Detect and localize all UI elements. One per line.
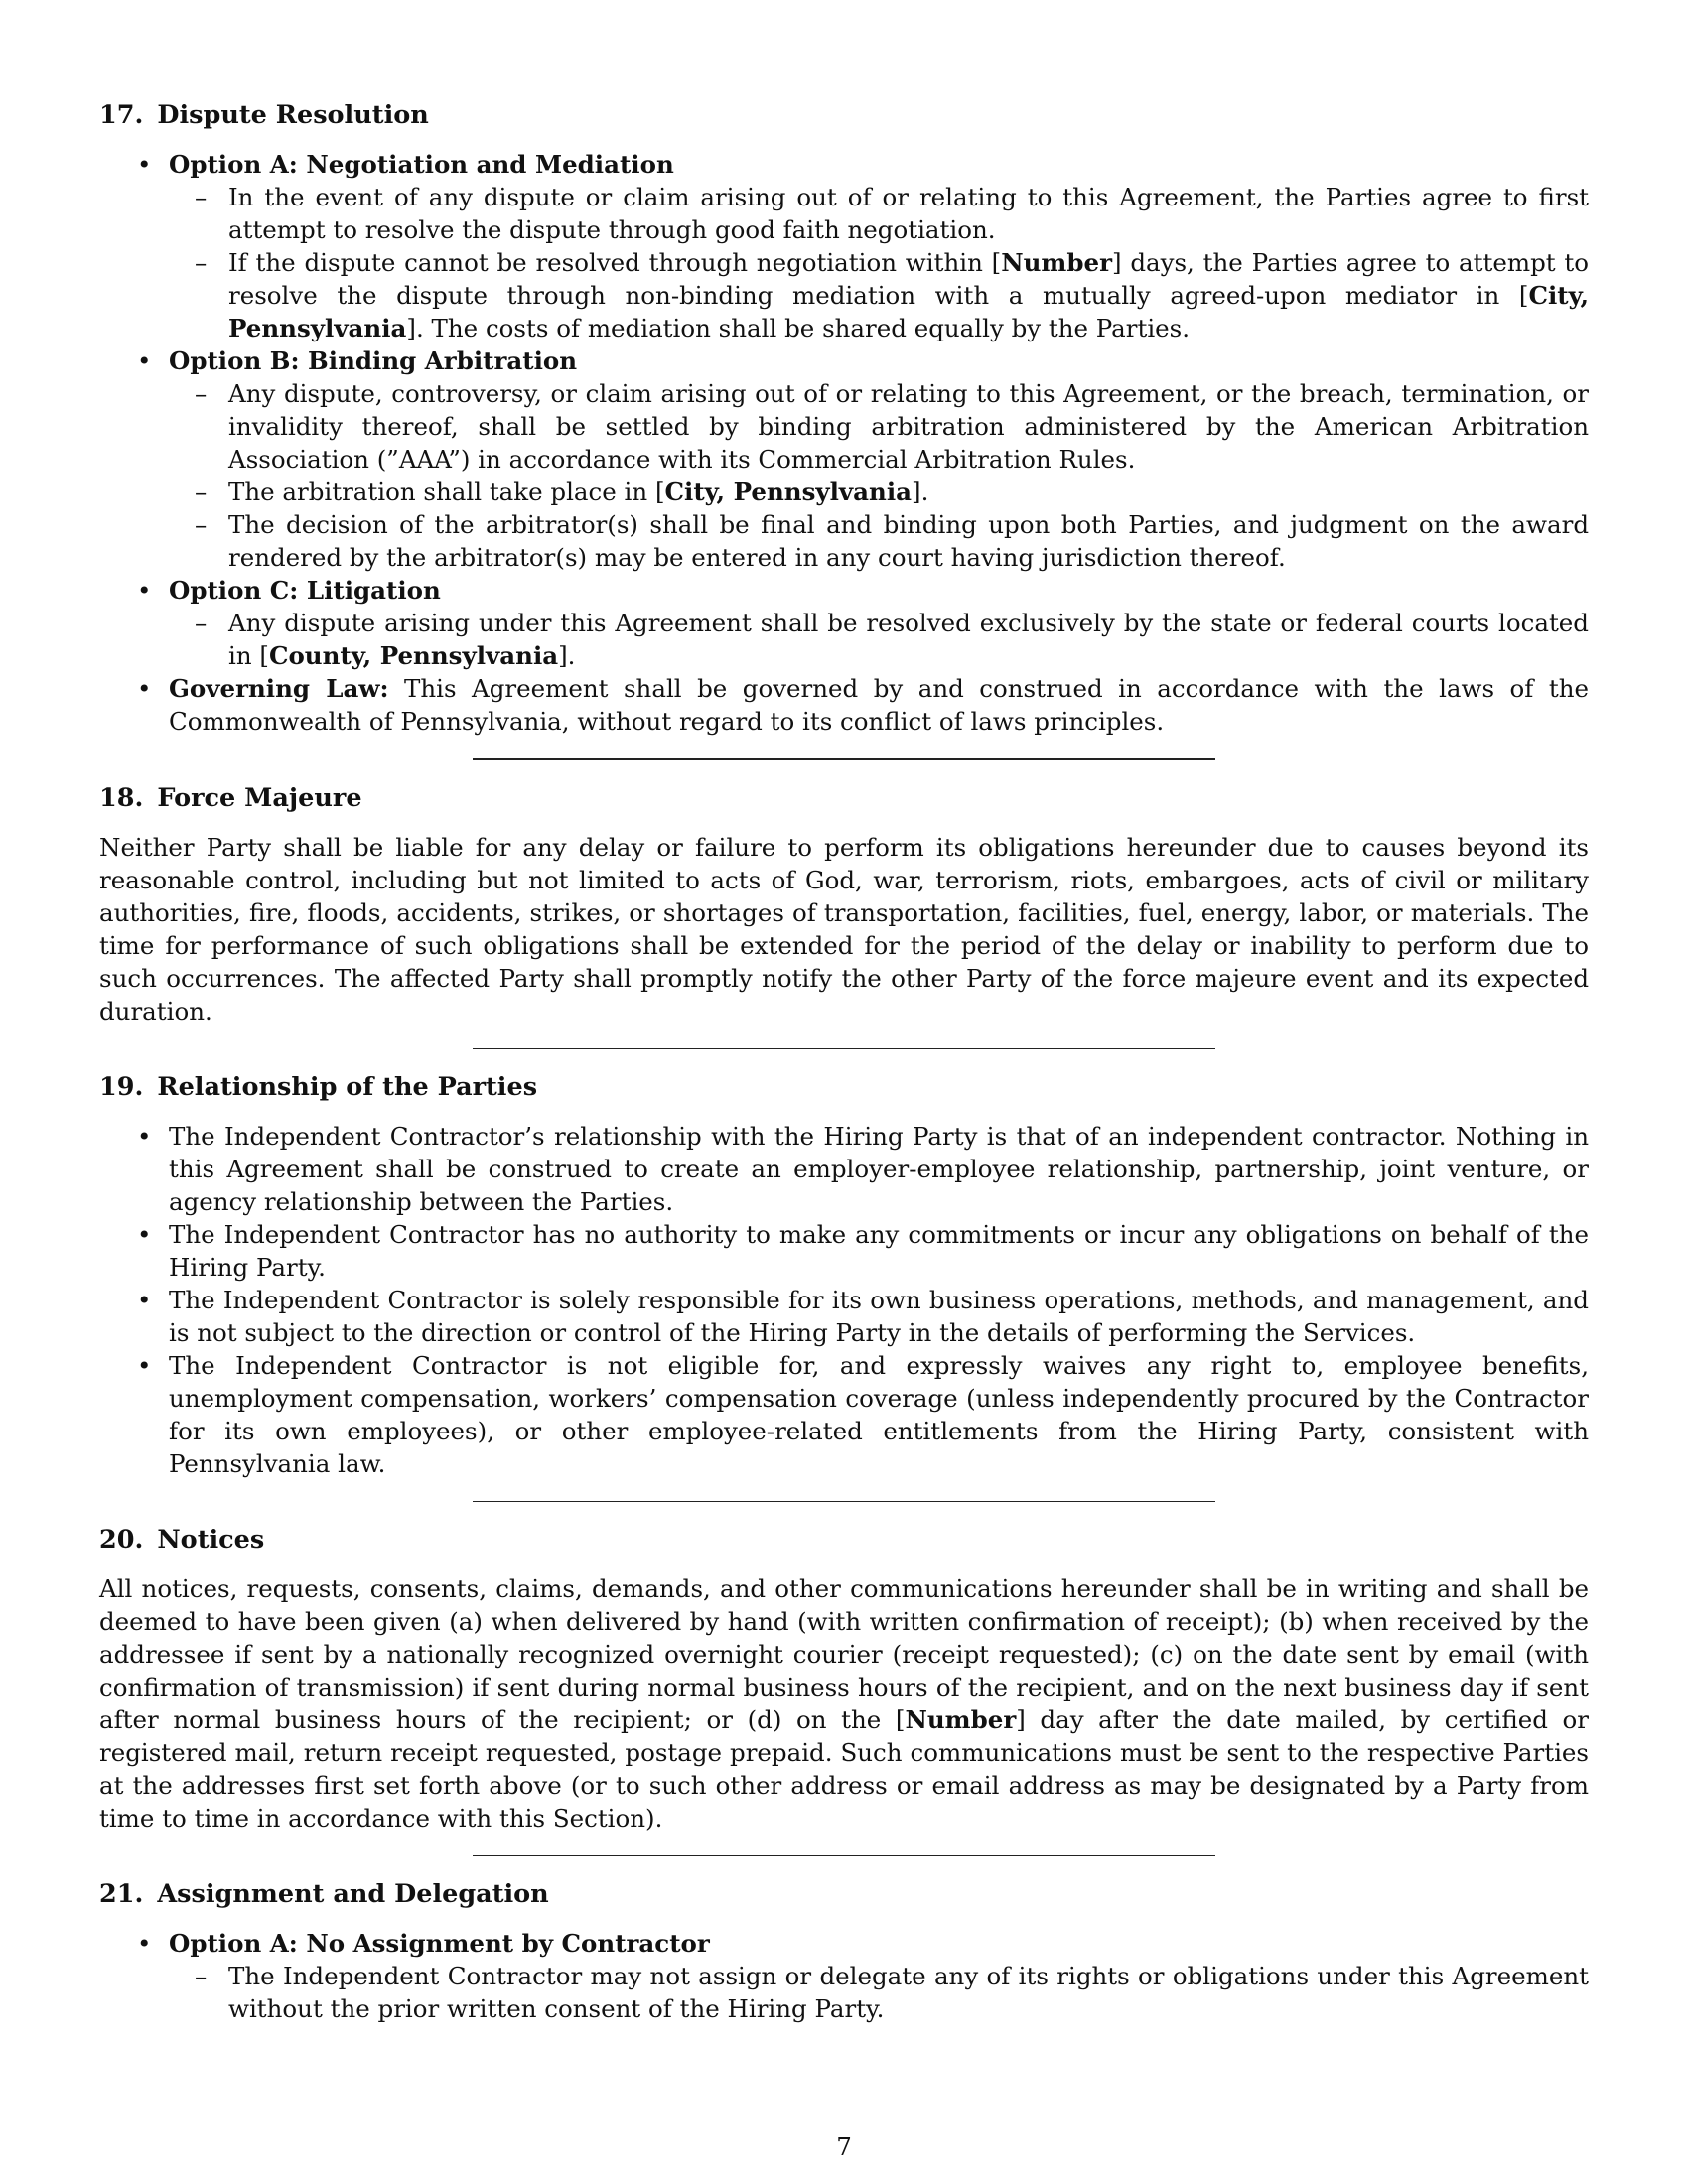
option-title: Option A: No Assignment by Contractor xyxy=(169,1929,710,1958)
sub-item-text: ] days, the Parties agree to attempt to resolve the dispute through non-binding mediation with a mutually agreed-upon mediator in [ xyxy=(228,248,1589,310)
section-title: Assignment and Delegation xyxy=(157,1879,549,1909)
bullet-icon: • xyxy=(137,150,152,179)
option-title: Option A: Negotiation and Mediation xyxy=(169,150,674,179)
section-heading xyxy=(99,1071,1589,1104)
option-title: Option C: Litigation xyxy=(169,576,441,605)
section-relationship-of-parties xyxy=(99,1071,1589,1480)
placeholder-field: City, Pennsylvania xyxy=(228,281,1589,342)
section-number: 21. xyxy=(99,1879,144,1909)
section-number: 20. xyxy=(99,1525,144,1555)
option-a-item xyxy=(99,1927,1589,2025)
placeholder-field: County, Pennsylvania xyxy=(268,641,559,670)
sub-item-text: The Independent Contractor may not assign or delegate any of its rights or obligations under this Agreement without the prior written consent of the Hiring Party. xyxy=(228,1962,1589,2023)
sub-list xyxy=(169,377,1589,574)
section-dispute-resolution xyxy=(99,99,1589,738)
sub-item-text: Any dispute, controversy, or claim arising out of or relating to this Agreement, or the breach, termination, or invalidity thereof, shall be settled by binding arbitration administered by the American Arbitration Association (”AAA”) in accordance with its Commercial Arbitration Rules. xyxy=(228,379,1589,474)
list-item xyxy=(99,1284,1589,1349)
section-divider xyxy=(473,1048,1215,1049)
sub-item-text: ]. xyxy=(912,478,929,506)
sub-item xyxy=(169,476,1589,508)
placeholder-field: Number xyxy=(905,1706,1017,1734)
option-title: Option B: Binding Arbitration xyxy=(169,346,578,375)
option-list xyxy=(99,1927,1589,2025)
bullet-icon: • xyxy=(137,576,152,605)
body-text: ] day after the date mailed, by certified or registered mail, return receipt requested, postage prepaid. Such communications must be sent to the respective Parties at the addresses first set forth above (or to such other address or email address as may be designated by a Party from time to time in accordance with this Section). xyxy=(99,1706,1589,1833)
dash-icon: – xyxy=(195,379,208,408)
section-notices xyxy=(99,1524,1589,1835)
dash-icon: – xyxy=(195,478,208,506)
section-divider xyxy=(473,1501,1215,1502)
governing-law-label: Governing Law: xyxy=(169,674,389,703)
sub-item xyxy=(169,181,1589,246)
bullet-icon: • xyxy=(137,674,152,703)
section-force-majeure xyxy=(99,782,1589,1027)
sub-item xyxy=(169,1960,1589,2025)
section-number: 17. xyxy=(99,100,144,130)
list-item-text: The Independent Contractor is not eligible for, and expressly waives any right to, employee benefits, unemployment compensation, workers’ compensation coverage (unless independently procured by the Contractor for its own employees), or other employee-related entitlements from the Hiring Party, consistent with Pennsylvania law. xyxy=(169,1351,1589,1478)
section-title: Relationship of the Parties xyxy=(157,1072,538,1102)
sub-item xyxy=(169,607,1589,672)
section-heading xyxy=(99,1524,1589,1557)
bullet-icon: • xyxy=(137,1351,152,1380)
governing-law-text: This Agreement shall be governed by and construed in accordance with the laws of the Commonwealth of Pennsylvania, without regard to its conflict of laws principles. xyxy=(169,674,1589,736)
dash-icon: – xyxy=(195,248,208,277)
dash-icon: – xyxy=(195,609,208,637)
list-item-text: The Independent Contractor has no authority to make any commitments or incur any obligations on behalf of the Hiring Party. xyxy=(169,1220,1589,1282)
list-item-text: The Independent Contractor’s relationship with the Hiring Party is that of an independent contractor. Nothing in this Agreement shall be construed to create an employer-employee relationship, partnership, joint venture, or agency relationship between the Parties. xyxy=(169,1122,1589,1216)
sub-item-text: ]. xyxy=(558,641,576,670)
sub-list xyxy=(169,181,1589,344)
section-number: 19. xyxy=(99,1072,144,1102)
sub-item-text: The decision of the arbitrator(s) shall be final and binding upon both Parties, and judgment on the award rendered by the arbitrator(s) may be entered in any court having jurisdiction thereof. xyxy=(228,510,1589,572)
sub-item xyxy=(169,377,1589,476)
sub-item-text: ]. The costs of mediation shall be shared equally by the Parties. xyxy=(406,314,1191,342)
option-list xyxy=(99,148,1589,738)
list-item xyxy=(99,1120,1589,1218)
option-a-item xyxy=(99,148,1589,344)
sub-item-text: If the dispute cannot be resolved through negotiation within [ xyxy=(228,248,1002,277)
sub-item-text: The arbitration shall take place in [ xyxy=(228,478,665,506)
dash-icon: – xyxy=(195,510,208,539)
bullet-list xyxy=(99,1120,1589,1480)
dash-icon: – xyxy=(195,183,208,211)
sub-item xyxy=(169,246,1589,344)
bullet-icon: • xyxy=(137,1929,152,1958)
sub-list xyxy=(169,1960,1589,2025)
section-assignment-delegation xyxy=(99,1878,1589,2025)
list-item xyxy=(99,1349,1589,1480)
bullet-icon: • xyxy=(137,1286,152,1314)
section-divider xyxy=(473,758,1215,760)
bullet-icon: • xyxy=(137,1220,152,1249)
section-body: Neither Party shall be liable for any delay or failure to perform its obligations hereunder due to causes beyond its reasonable control, including but not limited to acts of God, war, terrorism, riots, embargoes, acts of civil or military authorities, fire, floods, accidents, strikes, or shortages of transportation, facilities, fuel, energy, labor, or materials. The time for performance of such obligations shall be extended for the period of the delay or inability to perform due to such occurrences. The affected Party shall promptly notify the other Party of the force majeure event and its expected duration. xyxy=(99,833,1589,1025)
placeholder-field: City, Pennsylvania xyxy=(664,478,913,506)
section-heading xyxy=(99,99,1589,132)
body-text: All notices, requests, consents, claims, demands, and other communications hereunder shall be in writing and shall be deemed to have been given (a) when delivered by hand (with written confirmation of receipt); (b) when received by the addressee if sent by a nationally recognized overnight courier (receipt requested); (c) on the date sent by email (with confirmation of transmission) if sent during normal business hours of the recipient, and on the next business day if sent after normal business hours of the recipient; or (d) on the [ xyxy=(99,1574,1589,1734)
sub-list xyxy=(169,607,1589,672)
section-number: 18. xyxy=(99,783,144,813)
sub-item xyxy=(169,508,1589,574)
section-body xyxy=(99,1572,1589,1835)
document-page xyxy=(99,99,1589,2025)
section-heading xyxy=(99,782,1589,815)
section-heading xyxy=(99,1878,1589,1911)
option-c-item xyxy=(99,574,1589,672)
sub-item-text: In the event of any dispute or claim arising out of or relating to this Agreement, the Parties agree to first attempt to resolve the dispute through good faith negotiation. xyxy=(228,183,1589,244)
governing-law-item xyxy=(99,672,1589,738)
bullet-icon: • xyxy=(137,346,152,375)
section-divider xyxy=(473,1855,1215,1856)
option-b-item xyxy=(99,344,1589,574)
placeholder-field: Number xyxy=(1001,248,1112,277)
section-title: Force Majeure xyxy=(157,783,362,813)
list-item-text: The Independent Contractor is solely responsible for its own business operations, methods, and management, and is not subject to the direction or control of the Hiring Party in the details of performing the Services. xyxy=(169,1286,1589,1347)
dash-icon: – xyxy=(195,1962,208,1990)
list-item xyxy=(99,1218,1589,1284)
page-number: 7 xyxy=(836,2132,852,2161)
bullet-icon: • xyxy=(137,1122,152,1151)
sub-item-text: Any dispute arising under this Agreement shall be resolved exclusively by the state or federal courts located in [ xyxy=(228,609,1589,670)
section-title: Dispute Resolution xyxy=(157,100,429,130)
section-title: Notices xyxy=(157,1525,265,1555)
